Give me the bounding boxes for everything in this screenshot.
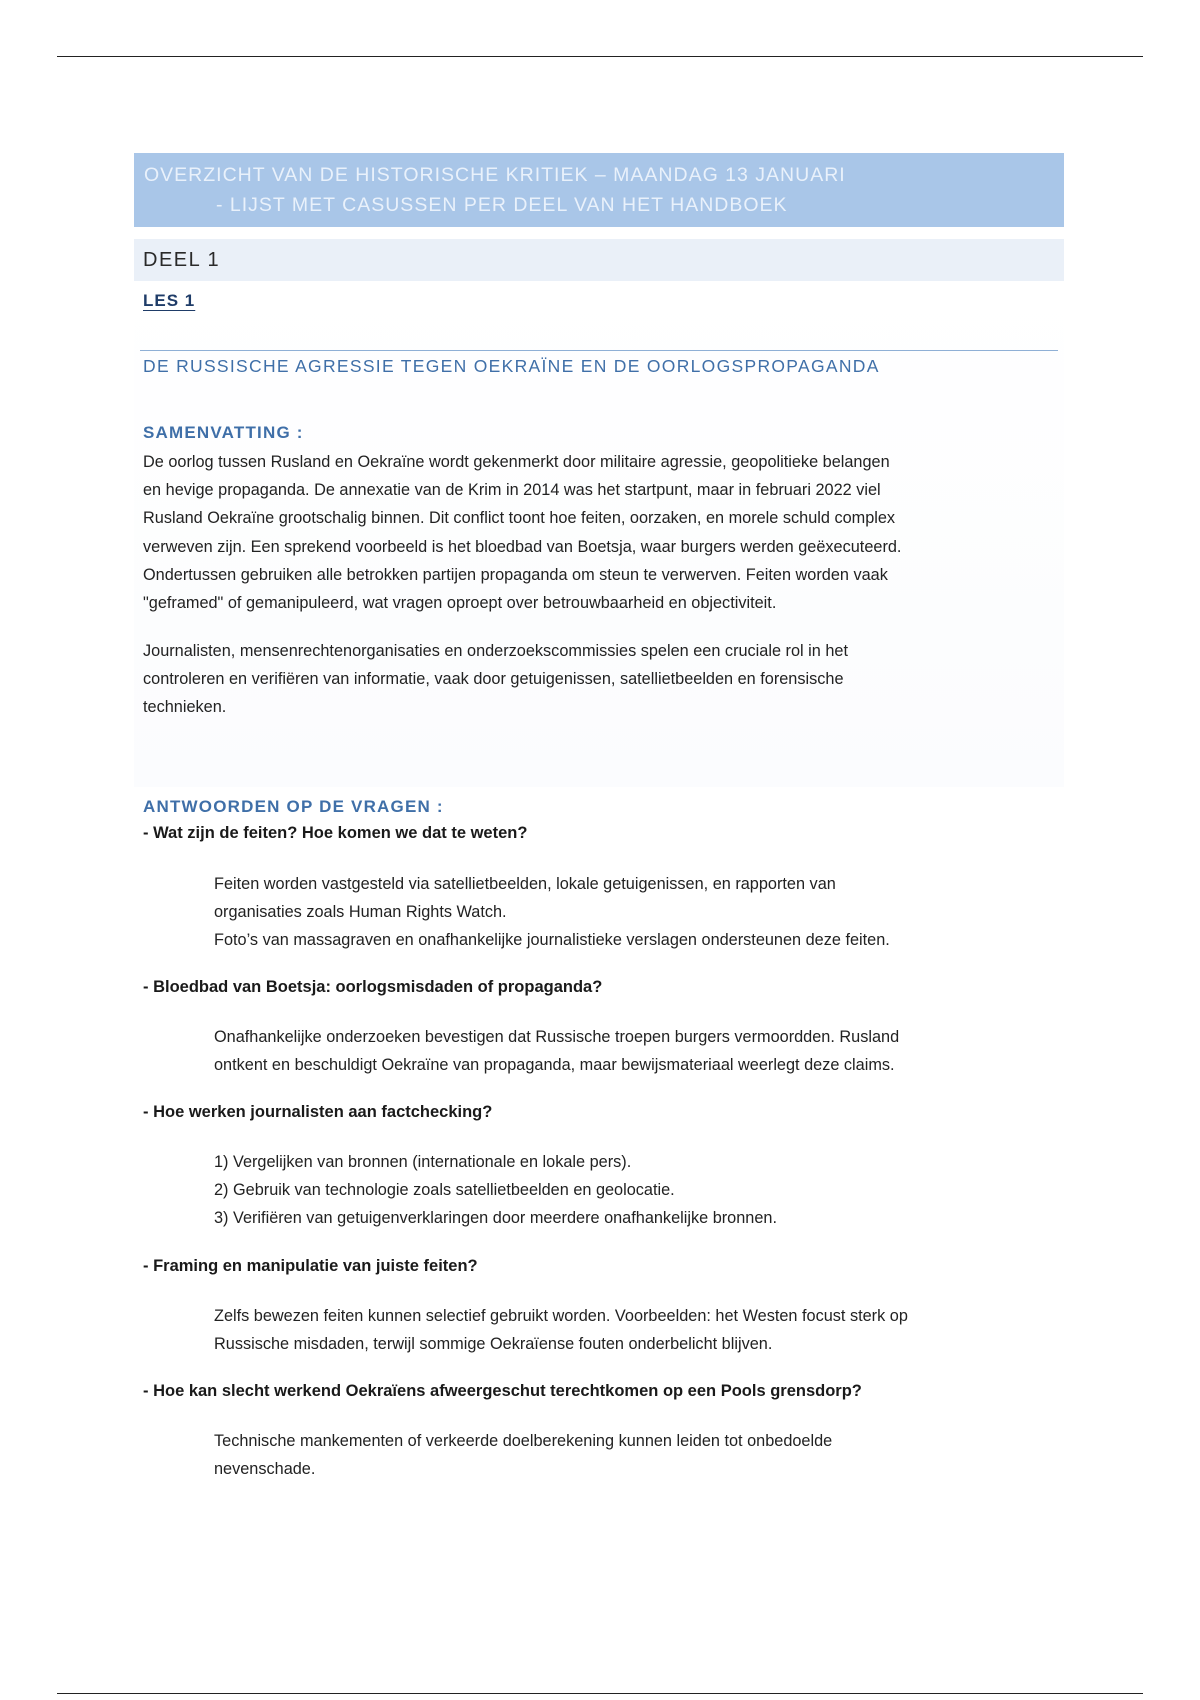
text-line: nevenschade. bbox=[214, 1460, 316, 1479]
answer-5 bbox=[214, 1427, 1064, 1483]
text-line: De oorlog tussen Rusland en Oekraïne wordt gekenmerkt door militaire agressie, geopolitieke belangen bbox=[143, 453, 890, 471]
text-line: organisaties zoals Human Rights Watch. bbox=[214, 903, 507, 922]
question-5: - Hoe kan slecht werkend Oekraïens afweergeschut terechtkomen op een Pools grensdorp? bbox=[143, 1382, 862, 1400]
question-3: - Hoe werken journalisten aan factchecking? bbox=[143, 1103, 493, 1121]
text-line: "geframed" of gemanipuleerd, wat vragen oproept over betrouwbaarheid en objectiviteit. bbox=[143, 594, 777, 613]
title-banner bbox=[134, 153, 1064, 227]
title-line-1: OVERZICHT VAN DE HISTORISCHE KRITIEK – MAANDAG 13 JANUARI bbox=[144, 164, 846, 186]
text-line: controleren en verifiëren van informatie, vaak door getuigenissen, satellietbeelden en forensische bbox=[143, 670, 844, 689]
text-line: 1) Vergelijken van bronnen (internationale en lokale pers). bbox=[214, 1153, 632, 1171]
answer-1 bbox=[214, 870, 1064, 955]
text-line: Technische mankementen of verkeerde doelberekening kunnen leiden tot onbedoelde bbox=[214, 1432, 833, 1450]
text-line: en hevige propaganda. De annexatie van de Krim in 2014 was het startpunt, maar in februari 2022 viel bbox=[143, 481, 881, 500]
text-line: Onafhankelijke onderzoeken bevestigen dat Russische troepen burgers vermoordden. Rusland bbox=[214, 1028, 900, 1046]
text-line: ontkent en beschuldigt Oekraïne van propaganda, maar bewijsmateriaal weerlegt deze claims. bbox=[214, 1056, 895, 1075]
answer-3 bbox=[214, 1148, 1064, 1233]
question-1: - Wat zijn de feiten? Hoe komen we dat te weten? bbox=[143, 824, 528, 842]
text-line: Ondertussen gebruiken alle betrokken partijen propaganda om steun te verwerven. Feiten worden vaak bbox=[143, 565, 888, 584]
samenvatting-paragraph-1 bbox=[143, 448, 1063, 617]
text-line: Foto’s van massagraven en onafhankelijke journalistieke verslagen ondersteunen deze feiten. bbox=[214, 931, 890, 950]
text-line: 2) Gebruik van technologie zoals satellietbeelden en geolocatie. bbox=[214, 1181, 675, 1200]
question-2: - Bloedbad van Boetsja: oorlogsmisdaden of propaganda? bbox=[143, 978, 603, 996]
antwoorden-heading: ANTWOORDEN OP DE VRAGEN : bbox=[143, 797, 444, 816]
text-line: Feiten worden vastgesteld via satellietbeelden, lokale getuigenissen, en rapporten van bbox=[214, 875, 836, 893]
les-label: LES 1 bbox=[143, 291, 196, 310]
page-bottom-rule bbox=[57, 1693, 1143, 1694]
text-line: verweven zijn. Een sprekend voorbeeld is het bloedbad van Boetsja, waar burgers werden geëxecuteerd. bbox=[143, 537, 902, 556]
answer-2 bbox=[214, 1023, 1064, 1079]
text-line: technieken. bbox=[143, 698, 227, 717]
samenvatting-heading: SAMENVATTING : bbox=[143, 423, 304, 442]
text-line: Russische misdaden, terwijl sommige Oekraïense fouten onderbelicht blijven. bbox=[214, 1335, 773, 1354]
text-line: Journalisten, mensenrechtenorganisaties en onderzoekscommissies spelen een cruciale rol in het bbox=[143, 642, 848, 660]
deel-heading: DEEL 1 bbox=[134, 239, 1064, 281]
section-title: DE RUSSISCHE AGRESSIE TEGEN OEKRAÏNE EN DE OORLOGSPROPAGANDA bbox=[143, 356, 880, 376]
page-top-rule bbox=[57, 56, 1143, 57]
text-line: Zelfs bewezen feiten kunnen selectief gebruikt worden. Voorbeelden: het Westen focust sterk op bbox=[214, 1307, 908, 1325]
text-line: Rusland Oekraïne grootschalig binnen. Dit conflict toont hoe feiten, oorzaken, en morele schuld complex bbox=[143, 509, 896, 528]
samenvatting-paragraph-2 bbox=[143, 637, 1063, 722]
answer-4 bbox=[214, 1302, 1064, 1358]
text-line: 3) Verifiëren van getuigenverklaringen door meerdere onafhankelijke bronnen. bbox=[214, 1209, 777, 1228]
section-divider bbox=[140, 350, 1058, 351]
title-line-2: - LIJST MET CASUSSEN PER DEEL VAN HET HANDBOEK bbox=[216, 194, 788, 216]
question-4: - Framing en manipulatie van juiste feiten? bbox=[143, 1257, 478, 1275]
